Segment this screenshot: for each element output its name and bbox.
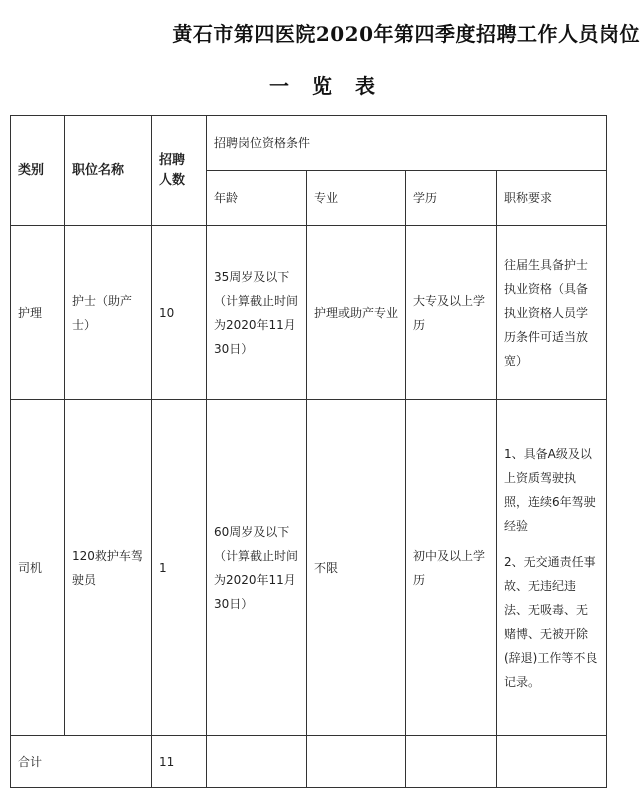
header-row (11, 116, 607, 171)
cell-category: 司机 (11, 400, 65, 736)
cell-position: 120救护车驾驶员 (65, 400, 152, 736)
header-age: 年龄 (207, 171, 307, 226)
cell-category: 护理 (11, 226, 65, 400)
document-title: 黄石市第四医院2020年第四季度招聘工作人员岗位 (172, 22, 640, 46)
header-count-line1: 招聘 (159, 152, 186, 168)
title-req-item-1: 1、具备A级及以上资质驾驶执照，连续6年驾驶经验 (504, 446, 596, 533)
header-category: 类别 (11, 116, 65, 226)
header-major: 专业 (307, 171, 406, 226)
cell-major: 不限 (307, 400, 406, 736)
total-empty (207, 736, 307, 788)
subtitle-char: 一 (269, 74, 290, 98)
recruitment-table (10, 115, 607, 788)
cell-education: 大专及以上学历 (406, 226, 497, 400)
total-label: 合计 (11, 736, 152, 788)
document-subtitle (0, 70, 644, 99)
header-count (152, 116, 207, 226)
cell-age: 60周岁及以下（计算截止时间为2020年11月30日） (207, 400, 307, 736)
table-row (11, 226, 607, 400)
cell-count: 10 (152, 226, 207, 400)
subtitle-char: 览 (312, 74, 332, 98)
header-title-req: 职称要求 (497, 171, 607, 226)
cell-count: 1 (152, 400, 207, 736)
header-count-line2: 人数 (159, 172, 186, 188)
header-conditions: 招聘岗位资格条件 (207, 116, 607, 171)
cell-major: 护理或助产专业 (307, 226, 406, 400)
header-education: 学历 (406, 171, 497, 226)
cell-age: 35周岁及以下（计算截止时间为2020年11月30日） (207, 226, 307, 400)
total-count: 11 (152, 736, 207, 788)
cell-education: 初中及以上学历 (406, 400, 497, 736)
subtitle-char: 表 (354, 74, 375, 98)
header-position: 职位名称 (65, 116, 152, 226)
table-row (11, 400, 607, 736)
total-row (11, 736, 607, 788)
cell-title-req (497, 400, 607, 736)
total-empty (497, 736, 607, 788)
cell-title-req: 往届生具备护士执业资格（具备执业资格人员学历条件可适当放宽） (497, 226, 607, 400)
total-empty (307, 736, 406, 788)
cell-position: 护士（助产士） (65, 226, 152, 400)
title-req-item-2: 2、无交通责任事故、无违纪违法、无吸毒、无赌博、无被开除(辞退)工作等不良记录。 (504, 554, 598, 689)
total-empty (406, 736, 497, 788)
